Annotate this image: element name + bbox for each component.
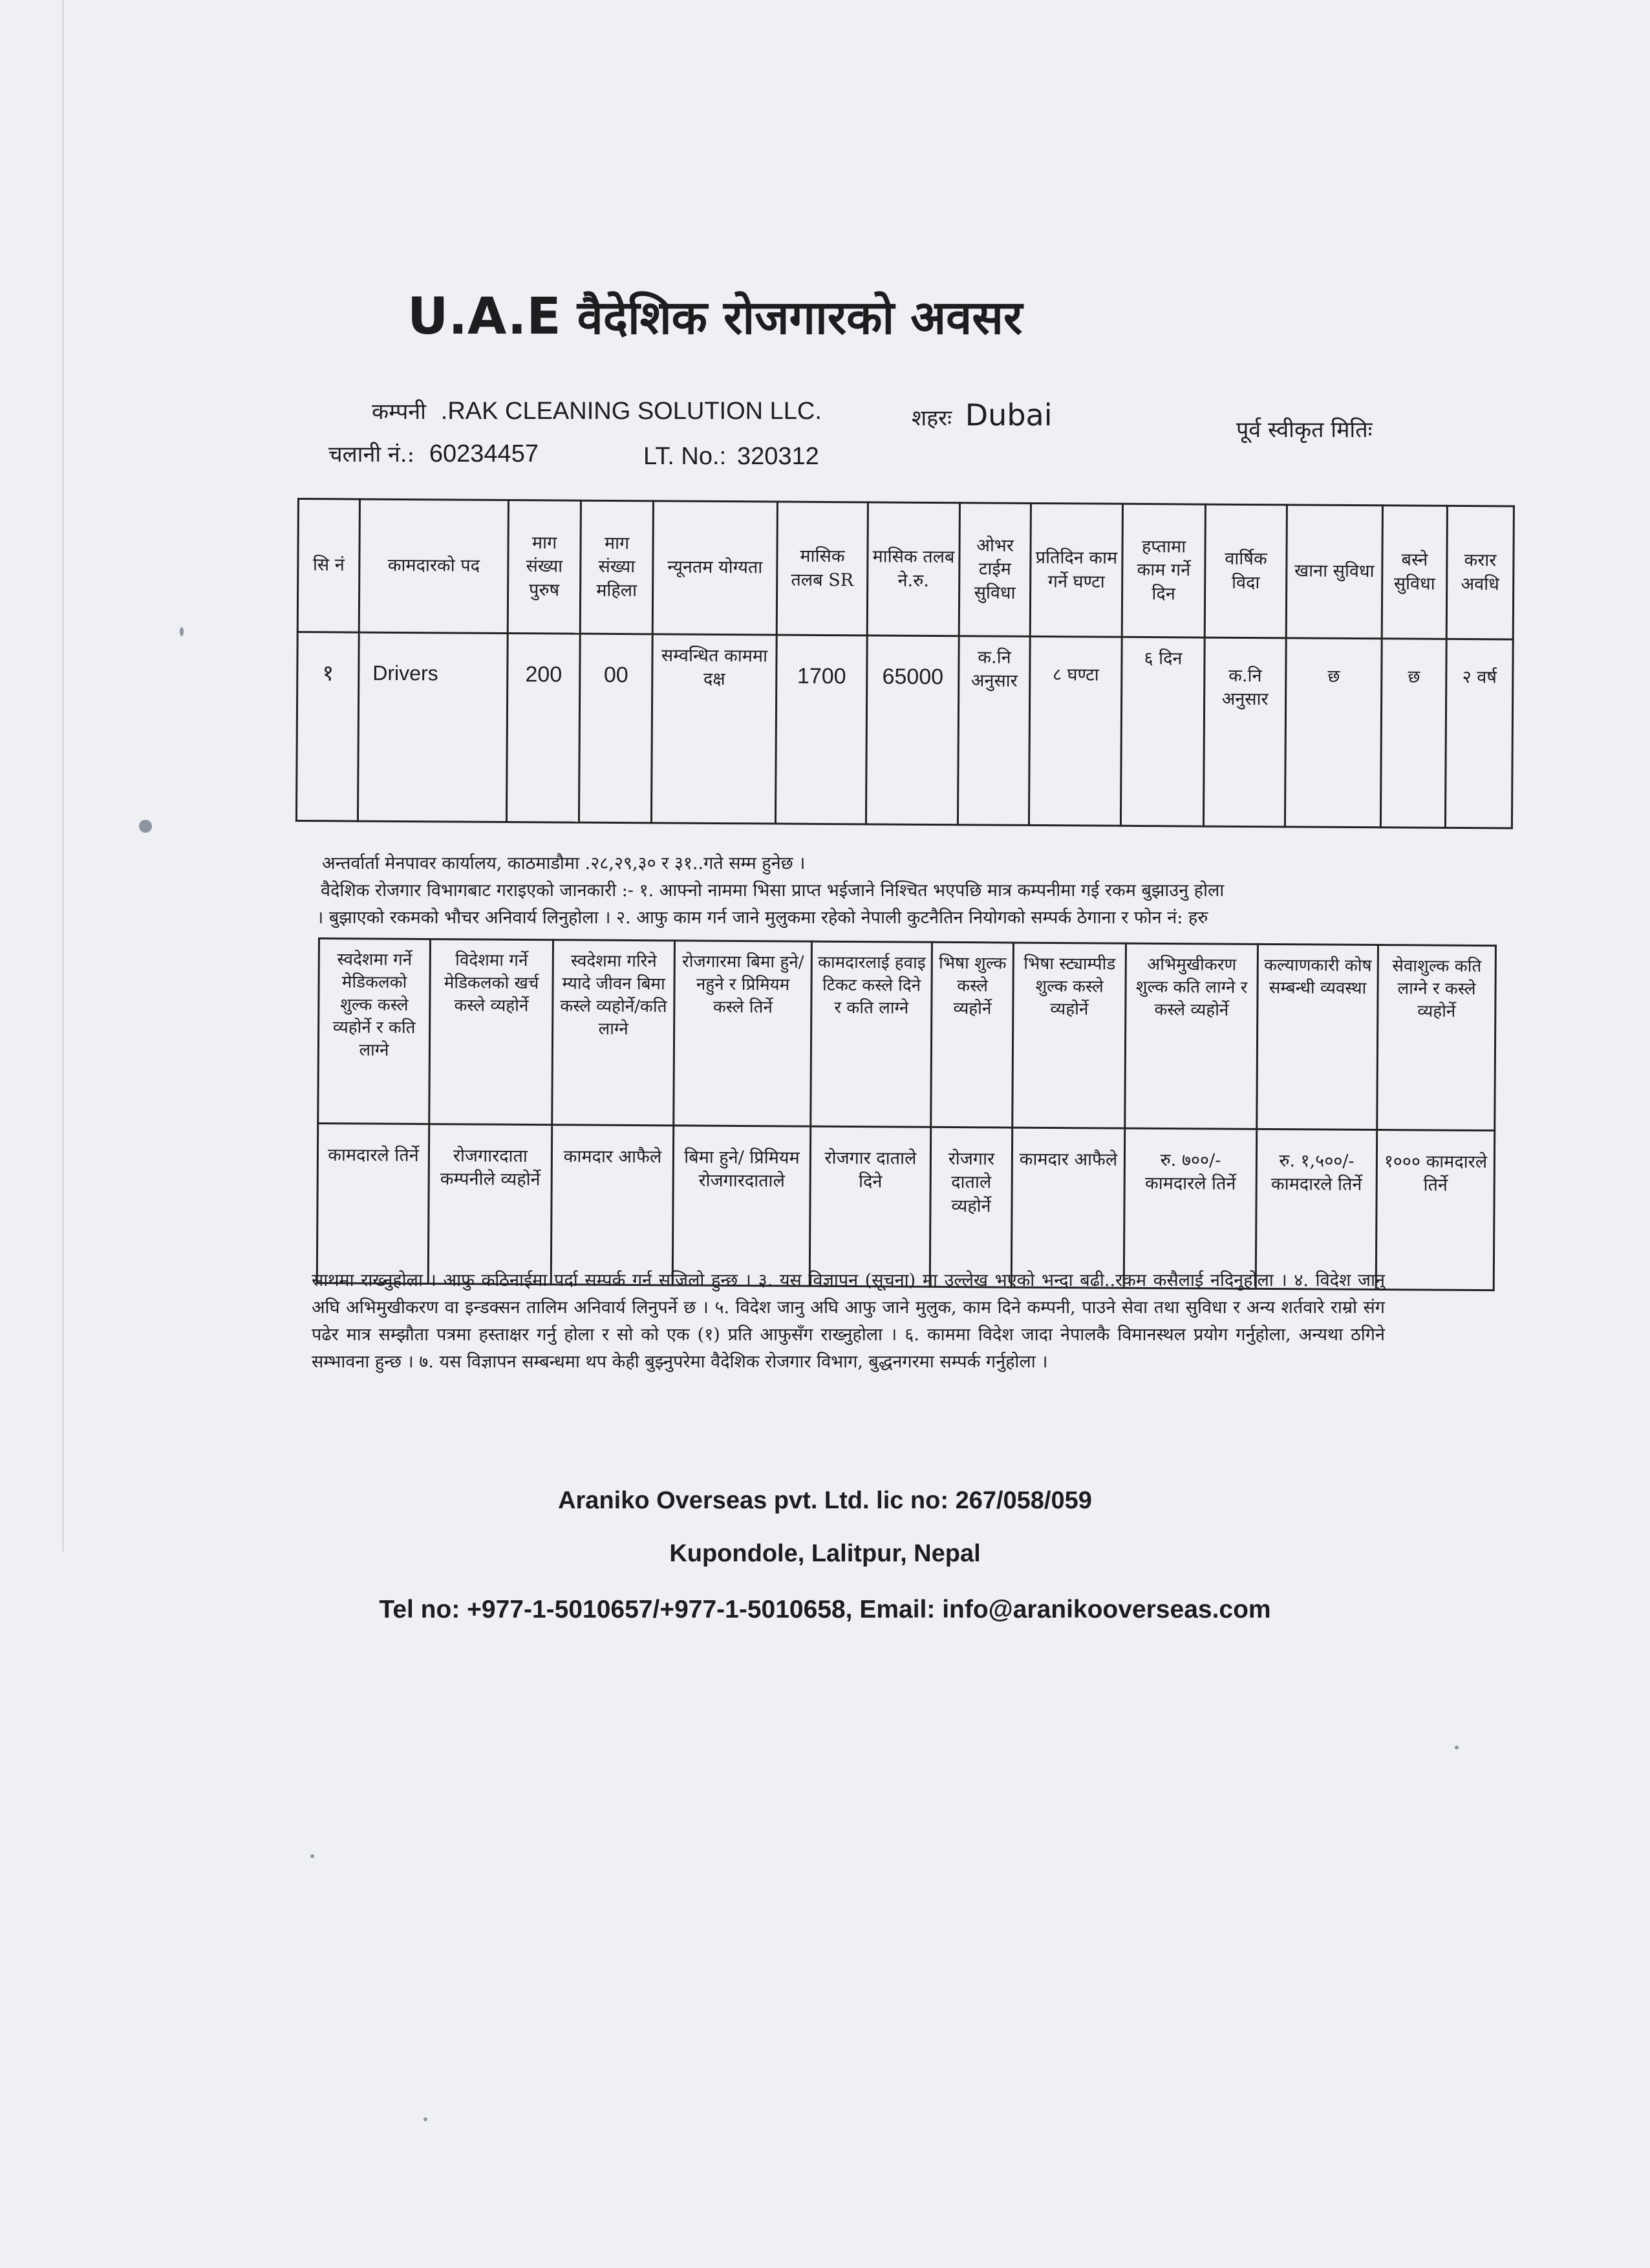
scan-speck xyxy=(139,820,152,833)
table-row xyxy=(317,1124,1494,1290)
fees-cell: कामदार आफैले xyxy=(551,1125,674,1285)
fees-header-cell: स्वदेशमा गर्ने मेडिकलको शुल्क कस्ले व्यहोर्ने र कति लाग्ने xyxy=(318,939,431,1124)
jobs-table xyxy=(295,498,1515,829)
approval-date-label: पूर्व स्वीकृत मितिः xyxy=(1236,417,1373,443)
jobs-header-cell: प्रतिदिन काम गर्ने घण्टा xyxy=(1030,503,1122,637)
company-value: .RAK CLEANING SOLUTION LLC. xyxy=(440,398,822,425)
lt-value: 320312 xyxy=(736,443,819,470)
fees-header-cell: सेवाशुल्क कति लाग्ने र कस्ले व्यहोर्ने xyxy=(1377,945,1496,1131)
jobs-header-cell: करार अवधि xyxy=(1446,506,1514,639)
lt-line xyxy=(643,443,819,471)
weekly-days-cell: ६ दिन xyxy=(1120,637,1205,826)
jobs-header-cell: ओभर टाईम सुविधा xyxy=(959,503,1031,637)
annual-leave-cell: क.नि अनुसार xyxy=(1203,637,1286,827)
title-country: U.A.E xyxy=(407,288,561,346)
jobs-header-cell: न्यूनतम योग्यता xyxy=(652,501,777,635)
page-title xyxy=(407,284,1022,348)
jobs-header-cell: कामदारको पद xyxy=(359,499,508,633)
fees-header-cell: रोजगारमा बिमा हुने/नहुने र प्रिमियम कस्ले तिर्ने xyxy=(674,941,812,1126)
jobs-header-cell: बस्ने सुविधा xyxy=(1382,506,1447,639)
company-line xyxy=(372,396,822,425)
fees-cell: रोजगार दाताले व्यहोर्ने xyxy=(930,1127,1012,1287)
jobs-header-cell: माग संख्या पुरुष xyxy=(508,500,581,634)
interview-notice: अन्तर्वार्ता मेनपावर कार्यालय, काठमाडौमा .२८,२९,३० र ३१..गते सम्म हुनेछ । xyxy=(322,853,806,873)
daily-hours-cell: ८ घण्टा xyxy=(1029,636,1122,826)
fees-table xyxy=(316,937,1497,1291)
fees-header-cell: विदेशमा गर्ने मेडिकलको खर्च कस्ले व्यहोर्ने xyxy=(429,939,553,1125)
fees-cell: रु. ७००/- कामदारले तिर्ने xyxy=(1124,1128,1257,1289)
qualification-cell: सम्वन्धित काममा दक्ष xyxy=(651,634,777,824)
jobs-header-cell: माग संख्या महिला xyxy=(580,500,653,634)
fees-cell: रोजगारदाता कम्पनीले व्यहोर्ने xyxy=(428,1124,552,1285)
table-row xyxy=(296,632,1513,828)
fees-header-cell: भिषा शुल्क कस्ले व्यहोर्ने xyxy=(931,942,1014,1128)
jobs-header-cell: सि नं xyxy=(297,499,359,633)
scan-speck xyxy=(180,627,184,636)
scan-speck xyxy=(310,1854,314,1858)
fees-header-cell: अभिमुखीकरण शुल्क कति लाग्ने र कस्ले व्यहोर्ने xyxy=(1125,943,1258,1129)
agency-address: Kupondole, Lalitpur, Nepal xyxy=(669,1540,981,1567)
fees-header-cell: स्वदेशमा गरिने म्यादे जीवन बिमा कस्ले व्यहोर्ने/कति लाग्ने xyxy=(552,940,675,1126)
position-cell: Drivers xyxy=(358,632,508,822)
fees-cell: कामदार आफैले xyxy=(1011,1128,1125,1288)
agency-contact: Tel no: +977-1-5010657/+977-1-5010658, Email: info@aranikooverseas.com xyxy=(379,1596,1271,1623)
chalani-value: 60234457 xyxy=(429,440,539,467)
male-demand-cell: 200 xyxy=(506,633,580,822)
fees-header-cell: भिषा स्ट्याम्पीड शुल्क कस्ले व्यहोर्ने xyxy=(1012,943,1126,1128)
fees-cell: कामदारले तिर्ने xyxy=(317,1124,429,1284)
scan-speck xyxy=(423,2117,427,2121)
scan-speck xyxy=(1455,1746,1459,1749)
jobs-header-cell: खाना सुविधा xyxy=(1286,505,1382,639)
city-value: Dubai xyxy=(965,398,1053,433)
city-label: शहरः xyxy=(912,405,952,431)
fees-cell: बिमा हुने/ प्रिमियम रोजगारदाताले xyxy=(672,1126,811,1286)
department-notice: वैदेशिक रोजगार विभागबाट गराइएको जानकारी :- १. आफ्नो नाममा भिसा प्राप्त भईजाने निश्चित भएपछि मात्र कम्पनीमा गई रकम बुझाउनु होला xyxy=(321,881,1225,901)
salary-sr-cell: 1700 xyxy=(775,635,867,824)
fees-header-cell: कामदारलाई हवाइ टिकट कस्ले दिने र कति लाग्ने xyxy=(811,941,932,1127)
chalani-label: चलानी नं.: xyxy=(328,442,415,467)
city-line xyxy=(912,398,1053,433)
chalani-line xyxy=(328,438,539,468)
contract-cell: २ वर्ष xyxy=(1445,639,1513,828)
notice-paragraph: साथमा राख्नुहोला । आफु कठिनाईमा पर्दा सम्पर्क गर्न सजिलो हुन्छ । ३. यस विज्ञापन (सूचना) मा उल्लेख भएको भन्दा बढी..रकम कसैलाई नदिनुहोला । ४. विदेश जानु अघि अभिमुखीकरण वा इन्डक्सन तालिम अनिवार्य लिनुपर्ने छ । ५. विदेश जानु अघि आफु जाने मुलुक, काम दिने कम्पनी, पाउने सेवा तथा सुविधा र अन्य शर्तवारे राम्रो संग पढेर मात्र सम्झौता पत्रमा हस्ताक्षर गर्नु होला र सो को एक (१) प्रति आफुसँग राख्नुहोला । ६. काममा विदेश जादा नेपालकै विमानस्थल प्रयोग गर्नुहोला, अन्यथा ठगिने सम्भावना हुन्छ । ७. यस विज्ञापन सम्बन्धमा थप केही बुझ्नुपरेमा वैदेशिक रोजगार विभाग, बुद्धनगरमा सम्पर्क गर्नुहोला । xyxy=(312,1270,1385,1372)
salary-npr-cell: 65000 xyxy=(866,636,959,825)
female-demand-cell: 00 xyxy=(579,634,652,823)
agency-name: Araniko Overseas pvt. Ltd. lic no: 267/058/059 xyxy=(558,1487,1092,1514)
jobs-header-cell: मासिक तलब ने.रु. xyxy=(867,502,959,636)
jobs-header-cell: वार्षिक विदा xyxy=(1205,504,1287,638)
jobs-header-row xyxy=(297,499,1514,639)
food-cell: छ xyxy=(1285,638,1382,828)
fees-header-row xyxy=(318,939,1496,1131)
fees-cell: रोजगार दाताले दिने xyxy=(809,1126,931,1287)
department-notice-continued: । बुझाएको रकमको भौचर अनिवार्य लिनुहोला । २. आफु काम गर्न जाने मुलुकमा रहेको नेपाली कुटनैतिन नियोगको सम्पर्क ठेगाना र फोन नं: हरु xyxy=(317,908,1208,928)
page-edge xyxy=(62,0,64,1552)
company-label: कम्पनी xyxy=(372,399,426,425)
fees-header-cell: कल्याणकारी कोष सम्बन्धी व्यवस्था xyxy=(1257,944,1378,1129)
jobs-header-cell: मासिक तलब SR xyxy=(777,502,868,636)
overtime-cell: क.नि अनुसार xyxy=(958,636,1030,826)
accommodation-cell: छ xyxy=(1380,639,1446,828)
jobs-header-cell: हप्तामा काम गर्ने दिन xyxy=(1122,504,1205,637)
fees-cell: रु. १,५००/- कामदारले तिर्ने xyxy=(1256,1129,1377,1289)
serial-cell: १ xyxy=(296,632,359,822)
title-heading: वैदेशिक रोजगारको अवसर xyxy=(577,290,1023,345)
lt-label: LT. No.: xyxy=(643,443,727,470)
fees-cell: १००० कामदारले तिर्ने xyxy=(1376,1130,1495,1290)
